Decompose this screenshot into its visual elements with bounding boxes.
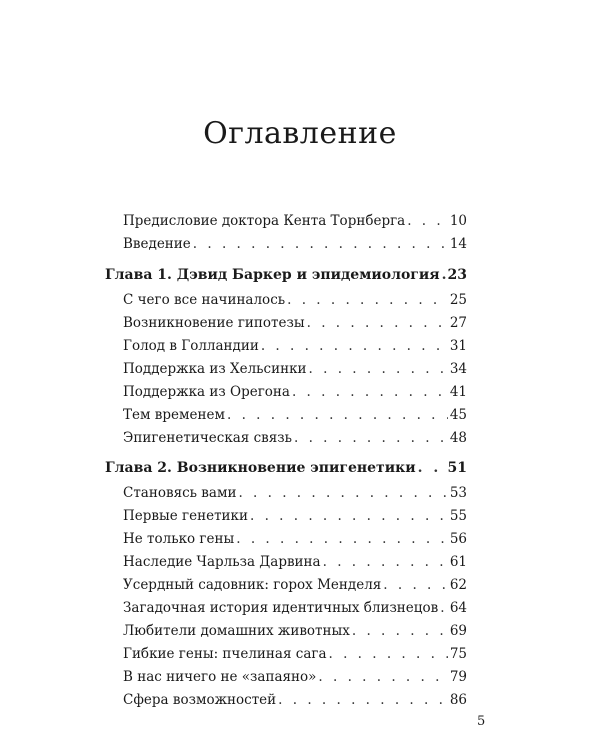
toc-entry: [105, 485, 467, 508]
toc-entry: [105, 292, 467, 315]
toc-entry: [105, 669, 467, 692]
toc-entry-label: Тем временем: [123, 407, 225, 423]
toc-entry: [105, 623, 467, 646]
toc-entry-label: Эпигенетическая связь: [123, 430, 293, 446]
toc-entry: [105, 508, 467, 531]
toc-entry: [105, 407, 467, 430]
toc-entry-label: Сфера возможностей: [123, 692, 277, 708]
toc-entry-page: 45: [449, 407, 467, 423]
toc-entry-page: 62: [449, 577, 467, 593]
toc-entry-label: В нас ничего не «запаяно»: [123, 669, 317, 685]
toc-leader-dots: [442, 267, 446, 283]
toc-entry-label: Усердный садовник: горох Менделя: [123, 577, 382, 593]
toc-leader-dots: [318, 669, 447, 685]
toc-entry-label: Предисловие доктора Кента Торнберга: [123, 213, 406, 229]
toc-entry-page: 41: [449, 384, 467, 400]
toc-entry-label: Введение: [123, 236, 191, 252]
toc-entry: [105, 692, 467, 715]
toc-leader-dots: [261, 338, 448, 354]
toc-leader-dots: [250, 508, 448, 524]
toc-entry-label: Поддержка из Хельсинки: [123, 361, 307, 377]
toc-entry-page: 34: [449, 361, 467, 377]
toc-entry: [105, 236, 467, 259]
toc-entry: [105, 554, 467, 577]
toc-leader-dots: [236, 531, 448, 547]
page-title: Оглавление: [203, 116, 397, 152]
toc-entry-page: 10: [449, 213, 467, 229]
toc-chapter-page: 23: [447, 267, 467, 283]
toc-entry: [105, 361, 467, 384]
toc-entry-page: 25: [449, 292, 467, 308]
page-number: 5: [477, 714, 486, 729]
toc-leader-dots: [227, 407, 448, 423]
toc-entry-page: 53: [449, 485, 467, 501]
toc-entry-label: Первые генетики: [123, 508, 248, 524]
toc-entry-label: Возникновение гипотезы: [123, 315, 305, 331]
toc-entry-page: 75: [449, 646, 467, 662]
toc-leader-dots: [352, 623, 448, 639]
toc-leader-dots: [418, 460, 446, 476]
toc-chapter-entry: [105, 460, 467, 485]
toc-entry: [105, 646, 467, 669]
toc-entry-label: Поддержка из Орегона: [123, 384, 290, 400]
toc-entry-label: Любители домашних животных: [123, 623, 350, 639]
toc-leader-dots: [323, 554, 448, 570]
toc-leader-dots: [440, 600, 448, 616]
toc-entry-label: Становясь вами: [123, 485, 237, 501]
toc-chapter-label: Глава 1. Дэвид Баркер и эпидемиология: [105, 267, 440, 283]
toc-leader-dots: [278, 692, 448, 708]
toc-entry-label: С чего все начиналось: [123, 292, 286, 308]
toc-entry: [105, 600, 467, 623]
toc-entry-label: Загадочная история идентичных близнецов: [123, 600, 439, 616]
toc-entry-page: 55: [449, 508, 467, 524]
table-of-contents: [105, 213, 467, 715]
toc-leader-dots: [294, 430, 448, 446]
toc-entry-page: 69: [449, 623, 467, 639]
toc-leader-dots: [193, 236, 448, 252]
toc-leader-dots: [307, 315, 448, 331]
toc-leader-dots: [287, 292, 448, 308]
toc-entry-page: 61: [449, 554, 467, 570]
toc-entry-label: Голод в Голландии: [123, 338, 259, 354]
toc-chapter-entry: [105, 267, 467, 292]
toc-entry: [105, 577, 467, 600]
toc-leader-dots: [309, 361, 448, 377]
toc-leader-dots: [238, 485, 447, 501]
toc-entry-page: 64: [449, 600, 467, 616]
toc-leader-dots: [329, 646, 448, 662]
toc-entry: [105, 315, 467, 338]
toc-entry-page: 31: [449, 338, 467, 354]
toc-entry: [105, 338, 467, 361]
toc-chapter-label: Глава 2. Возникновение эпигенетики: [105, 460, 416, 476]
toc-entry: [105, 384, 467, 407]
toc-entry-label: Не только гены: [123, 531, 235, 547]
toc-entry-page: 27: [449, 315, 467, 331]
toc-entry: [105, 531, 467, 554]
toc-entry-page: 56: [449, 531, 467, 547]
toc-entry-label: Наследие Чарльза Дарвина: [123, 554, 321, 570]
toc-entry-page: 86: [449, 692, 467, 708]
toc-entry-page: 14: [449, 236, 467, 252]
toc-entry-page: 48: [449, 430, 467, 446]
toc-entry-label: Гибкие гены: пчелиная сага: [123, 646, 327, 662]
toc-leader-dots: [383, 577, 448, 593]
toc-entry-page: 79: [449, 669, 467, 685]
toc-entry: [105, 430, 467, 453]
toc-entry: [105, 213, 467, 236]
toc-leader-dots: [407, 213, 448, 229]
toc-leader-dots: [292, 384, 448, 400]
toc-chapter-page: 51: [447, 460, 467, 476]
